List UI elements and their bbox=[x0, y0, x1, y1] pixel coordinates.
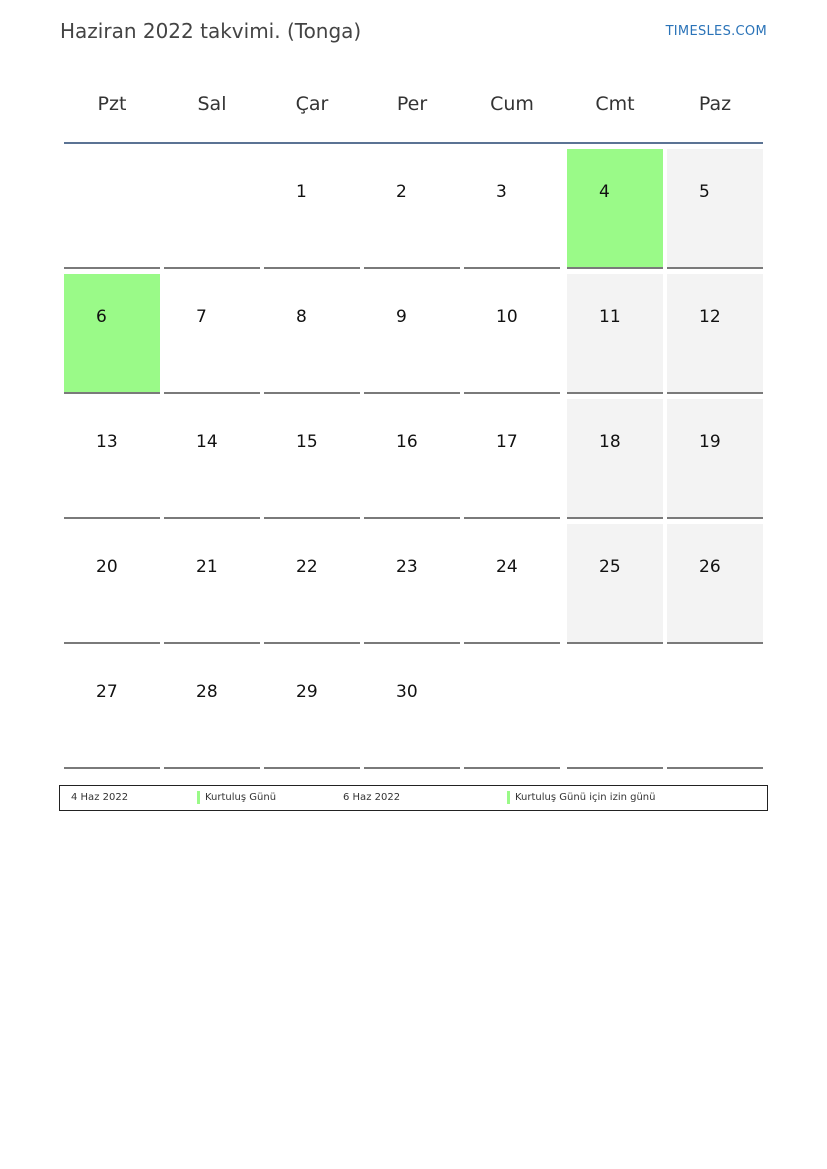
legend-holiday-name: Kurtuluş Günü bbox=[205, 792, 277, 803]
holiday-day-cell[interactable] bbox=[567, 149, 663, 269]
day-cell[interactable] bbox=[364, 399, 460, 519]
day-number: 29 bbox=[296, 682, 318, 702]
day-number: 13 bbox=[96, 432, 118, 452]
empty-day-cell bbox=[64, 149, 160, 269]
day-cell[interactable] bbox=[464, 274, 560, 394]
legend-holiday-name: Kurtuluş Günü için izin günü bbox=[515, 792, 656, 803]
day-number: 5 bbox=[699, 182, 710, 202]
day-cell[interactable] bbox=[64, 399, 160, 519]
day-number: 10 bbox=[496, 307, 518, 327]
day-cell[interactable] bbox=[264, 649, 360, 769]
day-cell[interactable] bbox=[567, 524, 663, 644]
day-number: 14 bbox=[196, 432, 218, 452]
day-number: 19 bbox=[699, 432, 721, 452]
legend-date: 6 Haz 2022 bbox=[343, 792, 401, 803]
day-cell[interactable] bbox=[264, 149, 360, 269]
weekday-friday: Cum bbox=[490, 93, 534, 115]
empty-day-cell bbox=[567, 649, 663, 769]
day-number: 24 bbox=[496, 557, 518, 577]
holiday-legend bbox=[59, 785, 768, 811]
day-number: 18 bbox=[599, 432, 621, 452]
day-cell[interactable] bbox=[264, 399, 360, 519]
empty-day-cell bbox=[464, 649, 560, 769]
day-cell[interactable] bbox=[164, 524, 260, 644]
day-number: 9 bbox=[396, 307, 407, 327]
holiday-day-cell[interactable] bbox=[64, 274, 160, 394]
day-cell[interactable] bbox=[164, 274, 260, 394]
day-number: 26 bbox=[699, 557, 721, 577]
day-cell[interactable] bbox=[667, 149, 763, 269]
day-number: 28 bbox=[196, 682, 218, 702]
day-number: 27 bbox=[96, 682, 118, 702]
day-cell[interactable] bbox=[364, 274, 460, 394]
weekday-tuesday: Sal bbox=[197, 93, 227, 115]
day-cell[interactable] bbox=[264, 274, 360, 394]
empty-day-cell bbox=[164, 149, 260, 269]
weekday-header-row bbox=[64, 76, 763, 132]
day-number: 30 bbox=[396, 682, 418, 702]
day-number: 25 bbox=[599, 557, 621, 577]
day-cell[interactable] bbox=[364, 649, 460, 769]
day-number: 11 bbox=[599, 307, 621, 327]
calendar-grid bbox=[64, 149, 763, 770]
day-cell[interactable] bbox=[364, 149, 460, 269]
day-cell[interactable] bbox=[364, 524, 460, 644]
day-number: 15 bbox=[296, 432, 318, 452]
day-cell[interactable] bbox=[667, 399, 763, 519]
weekday-wednesday: Çar bbox=[295, 93, 329, 115]
page-title: Haziran 2022 takvimi. (Tonga) bbox=[60, 19, 362, 43]
day-cell[interactable] bbox=[64, 649, 160, 769]
day-cell[interactable] bbox=[64, 524, 160, 644]
day-cell[interactable] bbox=[567, 399, 663, 519]
header-divider bbox=[64, 142, 763, 144]
day-cell[interactable] bbox=[164, 399, 260, 519]
day-number: 20 bbox=[96, 557, 118, 577]
day-number: 23 bbox=[396, 557, 418, 577]
day-number: 3 bbox=[496, 182, 507, 202]
day-number: 12 bbox=[699, 307, 721, 327]
day-number: 16 bbox=[396, 432, 418, 452]
day-number: 21 bbox=[196, 557, 218, 577]
brand-link[interactable]: TIMESLES.COM bbox=[665, 24, 767, 39]
legend-color-marker bbox=[197, 791, 200, 804]
day-number: 1 bbox=[296, 182, 307, 202]
day-cell[interactable] bbox=[667, 274, 763, 394]
day-number: 6 bbox=[96, 307, 107, 327]
day-cell[interactable] bbox=[667, 524, 763, 644]
legend-color-marker bbox=[507, 791, 510, 804]
day-cell[interactable] bbox=[464, 149, 560, 269]
day-cell[interactable] bbox=[264, 524, 360, 644]
day-number: 17 bbox=[496, 432, 518, 452]
day-cell[interactable] bbox=[164, 649, 260, 769]
day-number: 22 bbox=[296, 557, 318, 577]
day-cell[interactable] bbox=[464, 524, 560, 644]
weekday-sunday: Paz bbox=[698, 93, 732, 115]
weekday-thursday: Per bbox=[396, 93, 428, 115]
weekday-saturday: Cmt bbox=[595, 93, 635, 115]
day-number: 2 bbox=[396, 182, 407, 202]
day-number: 4 bbox=[599, 182, 610, 202]
weekday-monday: Pzt bbox=[97, 93, 127, 115]
day-number: 8 bbox=[296, 307, 307, 327]
legend-date: 4 Haz 2022 bbox=[71, 792, 129, 803]
empty-day-cell bbox=[667, 649, 763, 769]
day-cell[interactable] bbox=[464, 399, 560, 519]
day-number: 7 bbox=[196, 307, 207, 327]
day-cell[interactable] bbox=[567, 274, 663, 394]
